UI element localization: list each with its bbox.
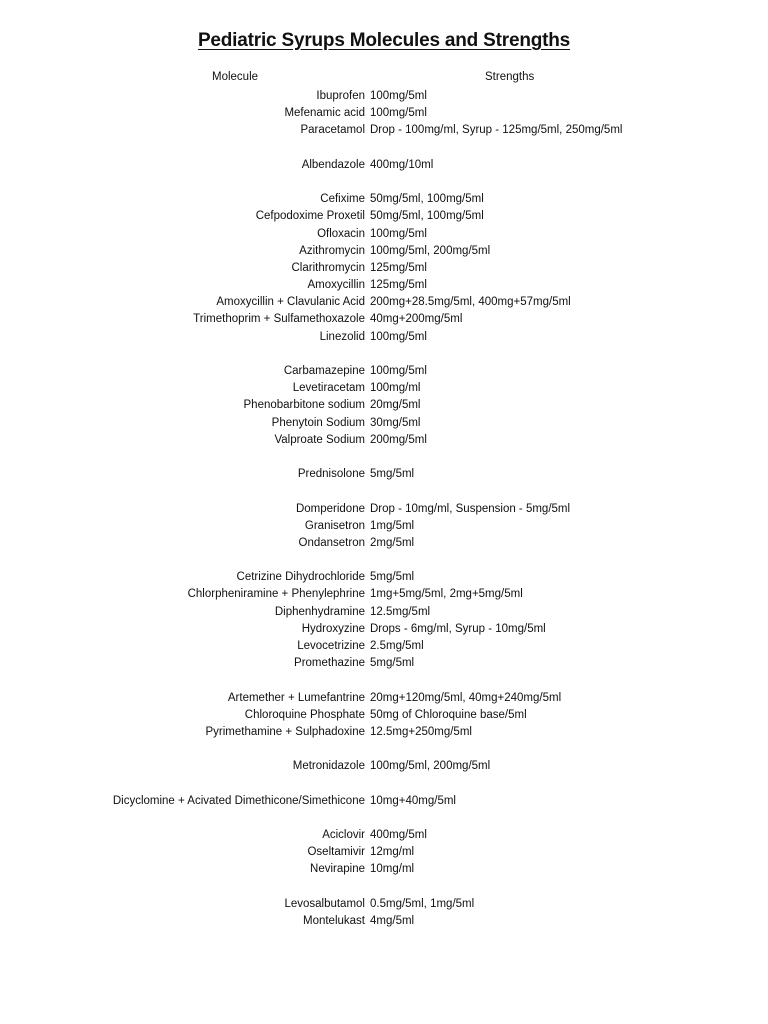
table-row	[0, 277, 768, 294]
strength-cell: 100mg/5ml	[370, 90, 427, 102]
strength-cell: 12.5mg/5ml	[370, 605, 431, 618]
strength-cell: 100mg/5ml	[370, 107, 427, 120]
molecule-cell: Nevirapine	[310, 863, 365, 876]
table-row	[0, 896, 768, 913]
table-row	[0, 208, 768, 225]
molecule-cell	[0, 449, 370, 466]
molecule-cell	[0, 552, 370, 569]
table-row	[0, 535, 768, 552]
molecule-cell: Artemether + Lumefantrine	[227, 691, 365, 704]
table-row	[0, 157, 768, 174]
molecule-cell: Mefenamic acid	[284, 107, 365, 120]
strength-cell: 4mg/5ml	[370, 915, 415, 927]
table-row	[0, 569, 768, 586]
table-row	[0, 122, 768, 139]
table-row	[0, 690, 768, 707]
molecule-cell: Ibuprofen	[316, 90, 365, 102]
table-row	[0, 604, 768, 621]
strength-cell: 100mg/5ml, 200mg/5ml	[370, 244, 491, 257]
table-row-spacer	[0, 483, 768, 500]
molecule-cell	[0, 879, 370, 896]
table-row	[0, 638, 768, 655]
strength-cell: 12.5mg+250mg/5ml	[370, 725, 472, 738]
strength-cell: 100mg/5ml, 200mg/5ml	[370, 760, 491, 773]
molecule-cell: Pyrimethamine + Sulphadoxine	[205, 725, 365, 738]
molecule-cell: Linezolid	[319, 330, 365, 343]
molecule-cell: Promethazine	[294, 657, 365, 670]
molecule-cell: Granisetron	[304, 519, 365, 532]
molecule-cell: Albendazole	[301, 158, 365, 171]
molecule-cell: Paracetamol	[300, 124, 365, 137]
molecule-cell: Ofloxacin	[317, 227, 365, 240]
table-row	[0, 329, 768, 346]
strength-cell: 10mg/ml	[370, 863, 415, 876]
table-row-spacer	[0, 552, 768, 569]
molecule-cell: Montelukast	[302, 915, 365, 927]
table-row	[0, 827, 768, 844]
table-row	[0, 793, 768, 810]
molecule-cell: Prednisolone	[297, 468, 365, 481]
table-row	[0, 518, 768, 535]
molecule-cell	[0, 483, 370, 500]
table-row	[0, 363, 768, 380]
column-header-molecule: Molecule	[212, 71, 259, 83]
strength-cell: 100mg/5ml	[370, 330, 427, 343]
molecule-cell: Phenytoin Sodium	[271, 416, 365, 429]
molecule-cell: Trimethoprim + Sulfamethoxazole	[193, 313, 365, 326]
strength-cell: 125mg/5ml	[370, 261, 427, 274]
molecule-cell: Cetrizine Dihydrochloride	[236, 571, 365, 584]
table-row	[0, 397, 768, 414]
table-row-spacer	[0, 449, 768, 466]
strength-cell: 100mg/5ml	[370, 365, 427, 377]
strength-cell: Drop - 10mg/ml, Suspension - 5mg/5ml	[370, 502, 571, 515]
strength-cell: 12mg/ml	[370, 846, 415, 859]
molecule-cell: Chloroquine Phosphate	[244, 708, 365, 721]
molecule-cell: Metronidazole	[292, 760, 365, 773]
table-row-spacer	[0, 140, 768, 157]
molecule-cell	[0, 776, 370, 793]
strength-cell: 1mg+5mg/5ml, 2mg+5mg/5ml	[370, 588, 523, 601]
molecule-cell	[0, 346, 370, 363]
table-row	[0, 501, 768, 518]
table-row-spacer	[0, 741, 768, 758]
page-title: Pediatric Syrups Molecules and Strengths	[197, 30, 571, 51]
table-row	[0, 105, 768, 122]
strength-cell: 30mg/5ml	[370, 416, 421, 429]
strength-cell: 400mg/10ml	[370, 158, 434, 171]
table-row	[0, 226, 768, 243]
molecule-cell: Carbamazepine	[283, 365, 365, 377]
table-row-spacer	[0, 776, 768, 793]
strength-cell: 50mg/5ml, 100mg/5ml	[370, 210, 484, 223]
table-row	[0, 861, 768, 878]
strength-cell: 50mg/5ml, 100mg/5ml	[370, 193, 484, 206]
table-row-spacer	[0, 346, 768, 363]
molecules-table	[0, 88, 768, 930]
table-row	[0, 707, 768, 724]
strength-cell: 100mg/ml	[370, 382, 421, 395]
table-row	[0, 380, 768, 397]
strength-cell: 5mg/5ml	[370, 571, 415, 584]
molecule-cell: Amoxycillin	[307, 279, 365, 292]
table-row	[0, 758, 768, 775]
strength-cell: 40mg+200mg/5ml	[370, 313, 463, 326]
molecule-cell: Dicyclomine + Acivated Dimethicone/Simethicone	[112, 794, 365, 807]
table-row	[0, 260, 768, 277]
molecule-cell: Levosalbutamol	[284, 897, 365, 910]
table-row	[0, 913, 768, 930]
strength-cell: 50mg of Chloroquine base/5ml	[370, 708, 527, 721]
table-row	[0, 724, 768, 741]
table-row	[0, 466, 768, 483]
molecule-cell	[0, 810, 370, 827]
table-row	[0, 655, 768, 672]
molecule-cell: Domperidone	[295, 502, 365, 515]
strength-cell: 2mg/5ml	[370, 536, 415, 549]
molecule-cell: Chlorpheniramine + Phenylephrine	[187, 588, 365, 601]
molecule-cell: Cefpodoxime Proxetil	[255, 210, 365, 223]
strength-cell: 0.5mg/5ml, 1mg/5ml	[370, 897, 475, 910]
table-row	[0, 243, 768, 260]
table-row-spacer	[0, 174, 768, 191]
table-row	[0, 88, 768, 105]
strength-cell: 20mg/5ml	[370, 399, 421, 412]
table-row	[0, 311, 768, 328]
strength-cell: 400mg/5ml	[370, 829, 427, 842]
table-row	[0, 415, 768, 432]
strength-cell: 100mg/5ml	[370, 227, 427, 240]
table-row-spacer	[0, 810, 768, 827]
strength-cell: 5mg/5ml	[370, 468, 415, 481]
strength-cell: 200mg/5ml	[370, 433, 427, 446]
molecule-cell: Azithromycin	[299, 244, 365, 257]
molecule-cell: Clarithromycin	[291, 261, 365, 274]
table-row-spacer	[0, 672, 768, 689]
molecule-cell: Cefixime	[320, 193, 365, 206]
column-header-strengths: Strengths	[485, 71, 535, 83]
table-row-spacer	[0, 879, 768, 896]
molecule-cell	[0, 140, 370, 157]
table-row	[0, 191, 768, 208]
molecule-cell	[0, 741, 370, 758]
table-row	[0, 844, 768, 861]
molecule-cell: Oseltamivir	[307, 846, 365, 859]
table-row	[0, 621, 768, 638]
strength-cell: 1mg/5ml	[370, 519, 415, 532]
molecule-cell: Levocetrizine	[297, 640, 365, 652]
strength-cell: 10mg+40mg/5ml	[370, 794, 456, 807]
molecule-cell: Valproate Sodium	[274, 433, 365, 446]
molecule-cell: Ondansetron	[298, 536, 365, 549]
strength-cell: 2.5mg/5ml	[370, 640, 424, 652]
table-row	[0, 432, 768, 449]
molecule-cell: Levetiracetam	[292, 382, 365, 395]
molecule-cell: Phenobarbitone sodium	[243, 399, 365, 412]
molecule-cell	[0, 174, 370, 191]
molecule-cell: Amoxycillin + Clavulanic Acid	[216, 296, 365, 309]
molecule-cell	[0, 672, 370, 689]
strength-cell: 125mg/5ml	[370, 279, 427, 292]
strength-cell: Drops - 6mg/ml, Syrup - 10mg/5ml	[370, 622, 546, 635]
table-row	[0, 294, 768, 311]
strength-cell: Drop - 100mg/ml, Syrup - 125mg/5ml, 250mg/5ml	[370, 124, 623, 137]
table-row	[0, 586, 768, 603]
molecule-cell: Aciclovir	[322, 829, 365, 842]
molecule-cell: Hydroxyzine	[301, 622, 365, 635]
molecule-cell: Diphenhydramine	[274, 605, 365, 618]
strength-cell: 5mg/5ml	[370, 657, 415, 670]
strength-cell: 200mg+28.5mg/5ml, 400mg+57mg/5ml	[370, 296, 571, 309]
strength-cell: 20mg+120mg/5ml, 40mg+240mg/5ml	[370, 691, 562, 704]
